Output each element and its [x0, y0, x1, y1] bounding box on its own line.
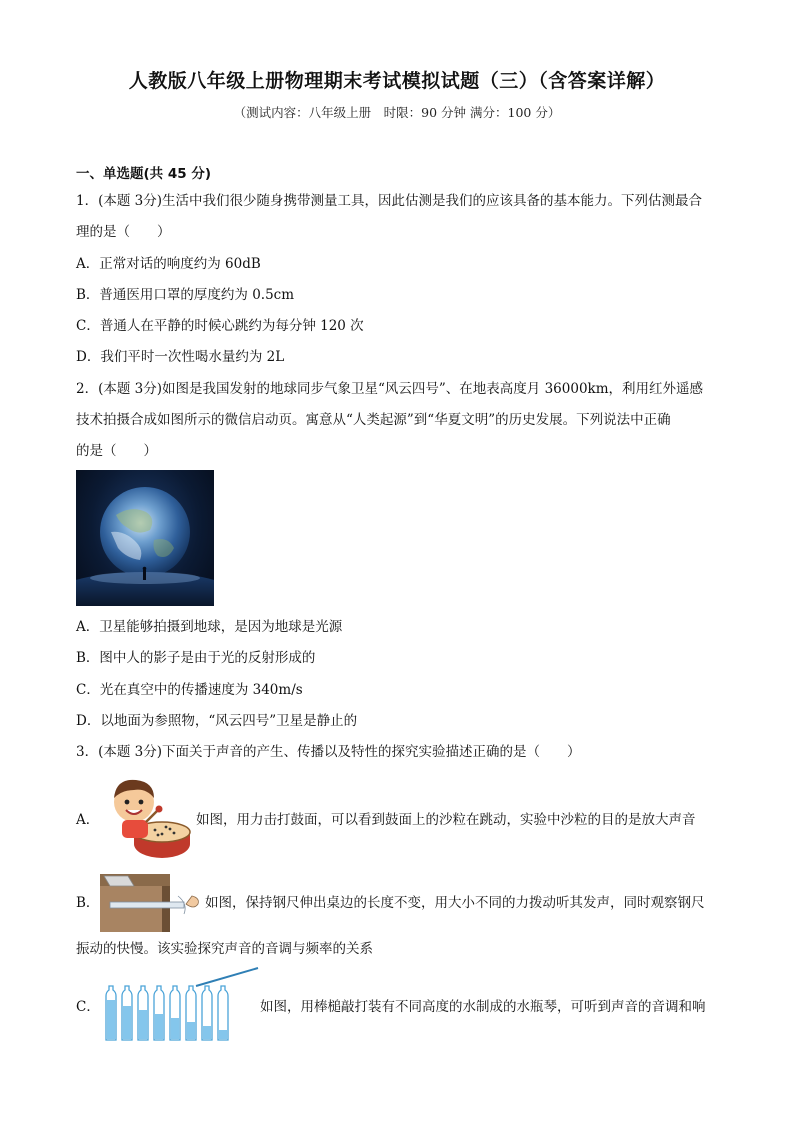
- q2-option-c: C．光在真空中的传播速度为 340m/s: [76, 682, 303, 698]
- q1-option-b: B．普通医用口罩的厚度约为 0.5cm: [76, 287, 295, 303]
- page-subtitle: （测试内容：八年级上册 时限：90 分钟 满分：100 分）: [233, 105, 561, 120]
- q2-stem-line1: 2．(本题 3分)如图是我国发射的地球同步气象卫星“风云四号”、在地表高度月 36000km，利用红外遥感: [76, 381, 704, 397]
- water-bottles-image: [100, 964, 260, 1044]
- q2-option-b: B．图中人的影子是由于光的反射形成的: [76, 650, 316, 666]
- steel-ruler-image: [100, 874, 204, 932]
- q3-option-b-text2: 振动的快慢。该实验探究声音的音调与频率的关系: [76, 941, 373, 957]
- q1-option-c: C．普通人在平静的时候心跳约为每分钟 120 次: [76, 318, 364, 334]
- q2-option-d: D．以地面为参照物，“风云四号”卫星是静止的: [76, 713, 358, 729]
- earth-image: [76, 470, 214, 606]
- q3-option-c-text: 如图，用棒槌敲打装有不同高度的水制成的水瓶琴，可听到声音的音调和响: [260, 999, 706, 1015]
- q2-option-a: A．卫星能够拍摄到地球，是因为地球是光源: [76, 619, 343, 635]
- drum-illustration: [100, 772, 196, 864]
- q3-option-c-label: C．: [76, 999, 100, 1015]
- earth-globe-illustration: [76, 470, 214, 606]
- bottle-xylophone-illustration: [100, 964, 260, 1044]
- q2-stem-line2: 技术拍摄合成如图所示的微信启动页。寓意从“人类起源”到“华夏文明”的历史发展。下列说法中正确: [76, 412, 671, 428]
- section-heading: 一、单选题(共 45 分): [76, 166, 212, 182]
- q1-stem-line1: 1．(本题 3分)生活中我们很少随身携带测量工具，因此估测是我们的应该具备的基本能力。下列估测最合: [76, 193, 703, 209]
- drum-boy-image: [100, 772, 196, 864]
- page-title: 人教版八年级上册物理期末考试模拟试题（三）（含答案详解）: [128, 70, 666, 92]
- q3-stem: 3．(本题 3分)下面关于声音的产生、传播以及特性的探究实验描述正确的是（ ）: [76, 744, 581, 760]
- q1-stem-line2: 理的是（ ）: [76, 224, 171, 240]
- q3-option-a-label: A．: [76, 812, 100, 828]
- q3-option-b-label: B．: [76, 895, 100, 911]
- q3-option-b-text: 如图，保持钢尺伸出桌边的长度不变，用大小不同的力拨动听其发声，同时观察钢尺: [205, 895, 705, 911]
- q1-option-a: A．正常对话的响度约为 60dB: [76, 256, 261, 272]
- q1-option-d: D．我们平时一次性喝水量约为 2L: [76, 349, 285, 365]
- ruler-on-table-illustration: [100, 874, 204, 932]
- q3-option-a-text: 如图，用力击打鼓面，可以看到鼓面上的沙粒在跳动，实验中沙粒的目的是放大声音: [196, 812, 696, 828]
- q2-stem-line3: 的是（ ）: [76, 443, 157, 459]
